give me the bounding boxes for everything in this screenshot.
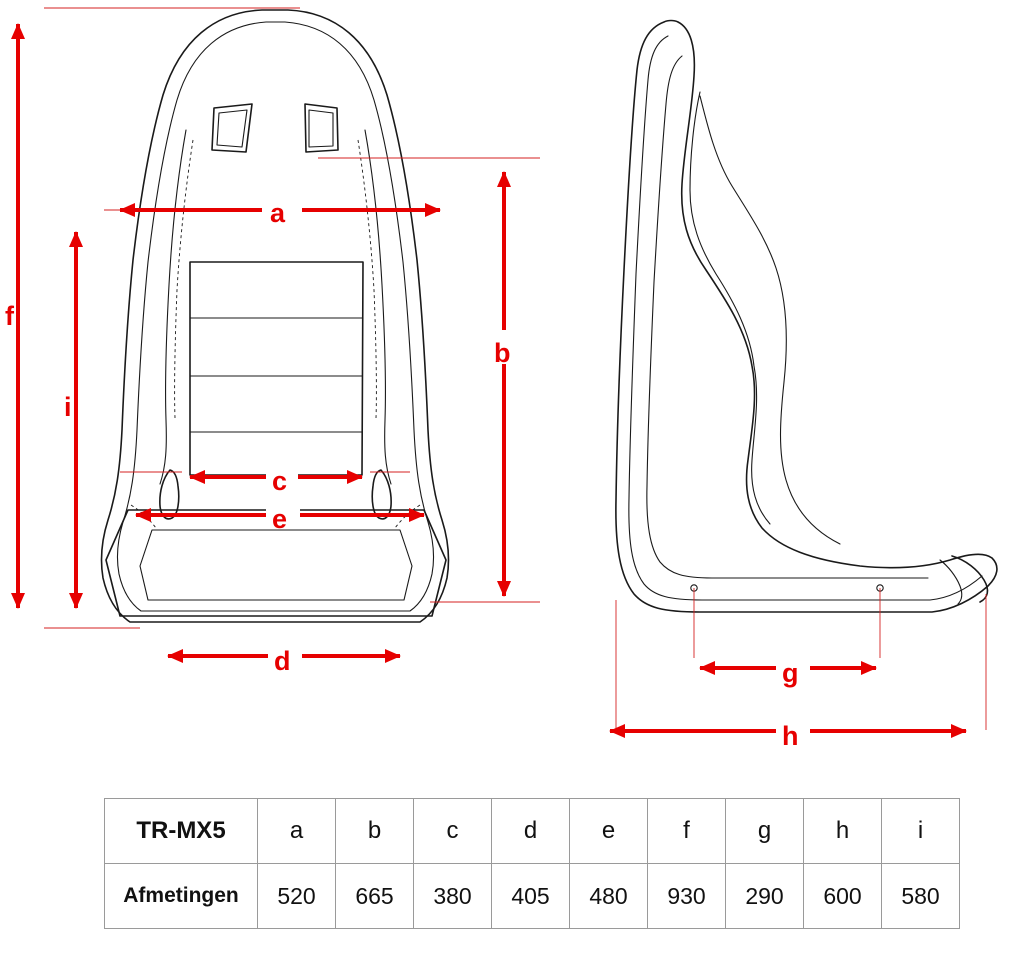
- dim-label-d: d: [274, 646, 291, 676]
- value-d: 405: [492, 864, 570, 929]
- column-header-a: a: [258, 799, 336, 864]
- dimension-b: [488, 172, 524, 596]
- value-h: 600: [804, 864, 882, 929]
- dimension-c: [190, 458, 362, 496]
- table-row: [105, 864, 960, 929]
- dimension-f: [5, 24, 18, 608]
- column-header-d: d: [492, 799, 570, 864]
- column-header-f: f: [648, 799, 726, 864]
- dimension-i: [64, 232, 76, 608]
- value-a: 520: [258, 864, 336, 929]
- side-view: [616, 21, 997, 613]
- value-e: 480: [570, 864, 648, 929]
- dimensions-table-wrapper: [104, 798, 960, 929]
- column-header-g: g: [726, 799, 804, 864]
- dim-label-g: g: [782, 658, 799, 688]
- column-header-h: h: [804, 799, 882, 864]
- dim-label-f: f: [5, 301, 14, 331]
- column-header-e: e: [570, 799, 648, 864]
- dim-label-a: a: [270, 198, 286, 228]
- dim-label-e: e: [272, 504, 288, 534]
- dim-label-c: c: [272, 466, 288, 496]
- column-header-c: c: [414, 799, 492, 864]
- dim-label-h: h: [782, 721, 799, 751]
- dimension-g: [700, 650, 876, 688]
- value-c: 380: [414, 864, 492, 929]
- dim-label-b: b: [494, 338, 511, 368]
- value-b: 665: [336, 864, 414, 929]
- table-header-row: [105, 799, 960, 864]
- dimension-h: [610, 712, 966, 751]
- row-label-afmetingen: Afmetingen: [105, 864, 258, 929]
- dimensions-table: [104, 798, 960, 929]
- column-header-i: i: [882, 799, 960, 864]
- value-i: 580: [882, 864, 960, 929]
- dimension-d: [168, 636, 400, 676]
- dim-label-i: i: [64, 392, 72, 422]
- value-g: 290: [726, 864, 804, 929]
- model-name-cell: TR-MX5: [105, 799, 258, 864]
- column-header-b: b: [336, 799, 414, 864]
- dimension-a: [120, 190, 440, 228]
- value-f: 930: [648, 864, 726, 929]
